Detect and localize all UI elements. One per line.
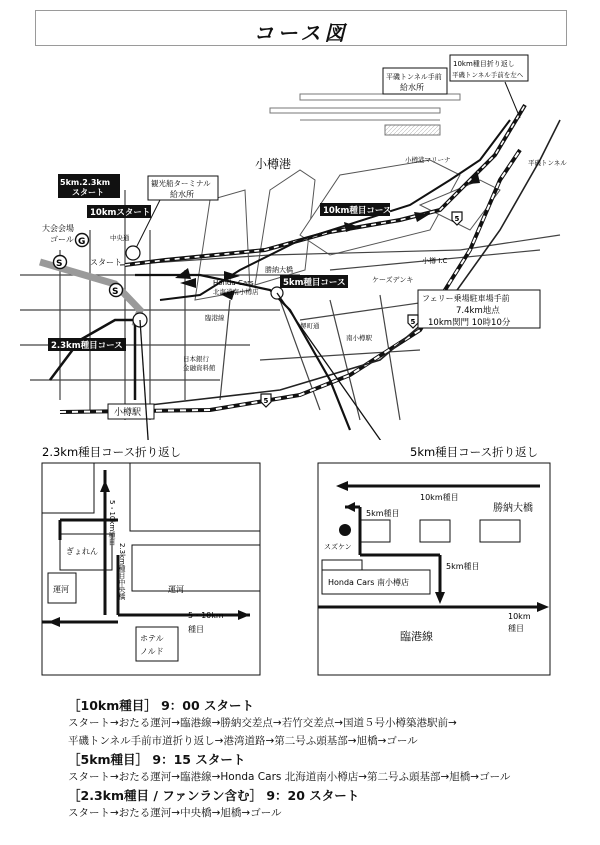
ferry-checkpoint-box — [418, 290, 540, 328]
breakwaters — [270, 94, 460, 135]
route-5-shield-icon — [408, 315, 418, 328]
inset-right-title: 5km種目コース折り返し — [410, 445, 539, 459]
goal-marker-icon — [76, 234, 89, 248]
svg-text:平磯トンネル手前を左へ: 平磯トンネル手前を左へ — [452, 71, 524, 79]
right-5k-upper: 5km種目 — [366, 509, 400, 518]
start-5k-tag — [58, 174, 120, 198]
svg-text:5km.2.3km: 5km.2.3km — [60, 178, 111, 187]
hotel-label-2: ノルド — [140, 647, 164, 656]
legend-heading-10k: ［10km種目］ 9：00 スタート — [68, 698, 255, 713]
legend-route-23k-1: スタート→おたる運河→中央橋→旭橋→ゴール — [68, 807, 282, 819]
turnaround-10km-box — [450, 55, 528, 118]
legend-heading-5k: ［5km種目］ 9：15 スタート — [68, 752, 246, 767]
svg-text:フェリー乗場駐車場手前: フェリー乗場駐車場手前 — [422, 294, 510, 303]
right-10k-bottom-1: 10km — [508, 612, 531, 621]
route-5-shield-icon — [261, 394, 271, 407]
inset-left-bottom-2: 種目 — [188, 625, 204, 634]
right-5k-lower: 5km種目 — [446, 562, 480, 571]
svg-text:10km種目折り返し: 10km種目折り返し — [453, 60, 515, 68]
start-marker-icon — [54, 256, 67, 270]
venue-label-1: 大会会場 — [42, 224, 74, 233]
suzuken-marker-icon — [339, 524, 351, 536]
course-23km-tag — [48, 338, 126, 351]
boj-label-1: 日本銀行 — [183, 355, 209, 363]
inset-left-road-label: 5・10km種目 — [108, 500, 116, 546]
svg-text:平磯トンネル手前: 平磯トンネル手前 — [386, 73, 442, 81]
course-23km-line — [50, 320, 135, 400]
venue-label-2: ゴール — [50, 235, 74, 244]
right-honda: Honda Cars 南小樽店 — [328, 578, 409, 587]
start-marker-icon — [110, 284, 123, 298]
svg-text:給水所: 給水所 — [170, 190, 194, 199]
svg-text:10km種目コース: 10km種目コース — [323, 206, 392, 216]
svg-text:5km種目コース: 5km種目コース — [283, 278, 346, 288]
svg-text:5: 5 — [454, 215, 460, 223]
port-label: 小樽港 — [255, 157, 292, 171]
boj-label-2: 金融資料館 — [183, 364, 216, 372]
start-10k-tag — [87, 205, 151, 218]
right-10k-top: 10km種目 — [420, 493, 459, 502]
svg-text:10kmスタート: 10kmスタート — [90, 208, 151, 218]
course-legend — [68, 697, 588, 823]
heiiso-tunnel-label: 平磯トンネル — [528, 159, 567, 167]
svg-text:S: S — [112, 287, 119, 297]
sakaimachi-label: 堺町通 — [300, 322, 320, 330]
svg-text:観光船ターミナル: 観光船ターミナル — [151, 179, 211, 188]
water-station-icon — [126, 246, 140, 260]
hotel-label-1: ホテル — [140, 634, 164, 643]
right-katsunai: 勝納大橋 — [493, 503, 533, 514]
inset-left-title: 2.3km種目コース折り返し — [42, 445, 182, 459]
suzuken-label: スズケン — [324, 543, 352, 551]
legend-route-10k-2: 平磯トンネル手前市道折り返し→港湾道路→第二号ふ頭基部→旭橋→ゴール — [68, 735, 418, 747]
svg-text:2.3km種目コース: 2.3km種目コース — [51, 341, 123, 351]
legend-route-10k-1: スタート→おたる運河→臨港線→勝納交差点→若竹交差点→国道５号小樽築港駅前→ — [68, 717, 457, 729]
svg-text:スタート: スタート — [72, 188, 104, 197]
course-5km-tag — [280, 275, 348, 288]
page-title: コース図 — [253, 21, 349, 45]
inset-left-bottom-1: 5・10km — [188, 611, 224, 620]
gyoren-label: ぎょれん — [66, 547, 98, 556]
ic-label: 小樽 I.C — [422, 257, 448, 265]
keys-label: ケーズデンキ — [372, 276, 414, 284]
honda-label-2: 北海道南小樽店 — [213, 288, 259, 296]
inset-23km-turnaround — [0, 440, 300, 680]
inset-left-road-label2: 2.3km種目中央橋 — [118, 543, 126, 601]
course-10km-tag — [320, 203, 391, 216]
rinkou-label: 臨港線 — [205, 314, 225, 322]
heiiso-water-station — [383, 68, 447, 94]
canal-left-label: 運河 — [53, 585, 69, 594]
svg-text:G: G — [78, 237, 86, 247]
legend-heading-23k: ［2.3km種目 / ファンラン含む］ 9：20 スタート — [68, 788, 360, 803]
katsunai-label: 勝納大橋 — [265, 266, 293, 274]
minami-otaru-label: 南小樽駅 — [346, 334, 372, 342]
legend-route-5k-1: スタート→おたる運河→臨港線→Honda Cars 北海道南小樽店→第二号ふ頭基部→旭橋→ゴール — [68, 771, 511, 783]
svg-text:7.4km地点: 7.4km地点 — [456, 306, 500, 316]
right-10k-bottom-2: 種目 — [508, 624, 524, 633]
canal-center-label: 運河 — [168, 585, 184, 594]
start-label: スタート — [90, 258, 122, 267]
chuodori-label: 中央通 — [110, 234, 130, 242]
svg-text:S: S — [56, 259, 63, 269]
right-rinkou: 臨港線 — [400, 630, 433, 643]
marina-label: 小樽港マリーナ — [405, 156, 451, 164]
svg-text:給水所: 給水所 — [400, 83, 424, 92]
svg-text:小樽駅: 小樽駅 — [114, 408, 142, 418]
inset-5km-turnaround — [300, 440, 600, 680]
svg-text:5: 5 — [410, 318, 416, 326]
svg-text:10km関門 10時10分: 10km関門 10時10分 — [428, 318, 511, 328]
svg-text:5: 5 — [263, 397, 269, 405]
honda-label-1: Honda Cars — [213, 279, 254, 287]
